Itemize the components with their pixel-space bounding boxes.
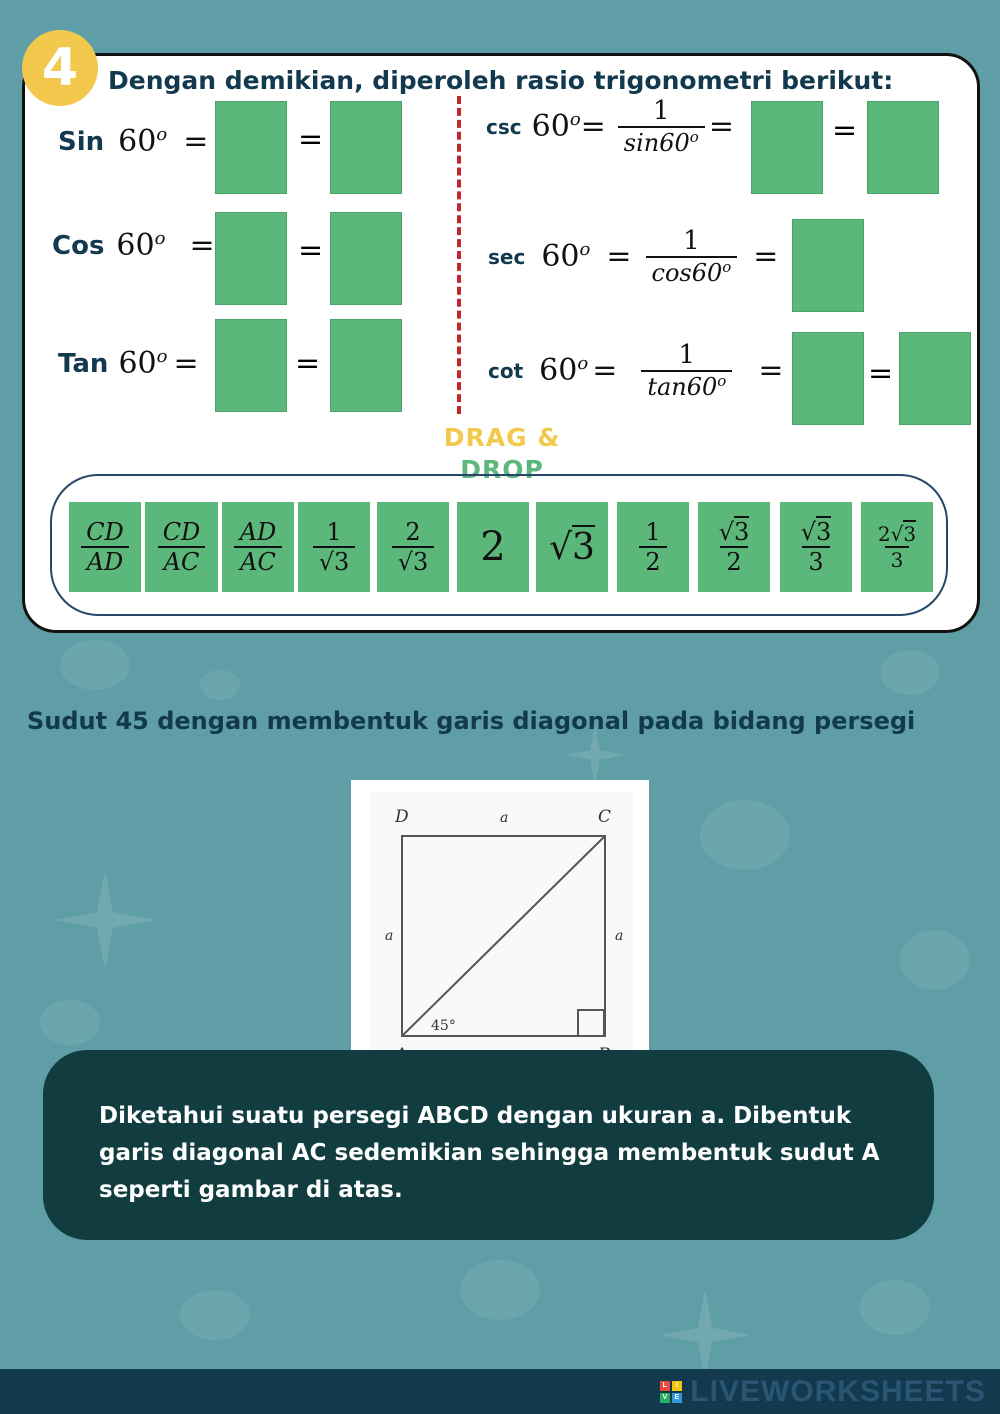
angle-value (118, 346, 167, 381)
equals-sign: = (868, 356, 894, 391)
tile-numerator: CD (162, 518, 201, 546)
csc-equation (486, 96, 734, 157)
function-label: Cos (52, 230, 105, 261)
answer-tile[interactable] (145, 502, 218, 592)
sqrt-radicand: 3 (903, 522, 917, 546)
angle-value (539, 353, 588, 388)
fraction-numerator: 1 (683, 226, 700, 256)
angle-value (116, 228, 165, 263)
sqrt-symbol: √ (549, 526, 573, 568)
angle-number: 60 (541, 239, 580, 274)
exercise-heading: Dengan demikian, diperoleh rasio trigonometri berikut: (108, 66, 894, 95)
equals-sign: = (832, 113, 858, 148)
brand-link[interactable] (660, 1375, 986, 1409)
background-blob (200, 670, 240, 700)
background-blob (900, 930, 970, 990)
angle-value (118, 124, 167, 159)
equals-sign: = (708, 109, 734, 144)
side-label-left: a (385, 928, 394, 944)
equals-sign: = (592, 353, 618, 388)
logo-letter: L (660, 1381, 670, 1391)
info-text: Diketahui suatu persegi ABCD dengan ukuran a. Dibentuk garis diagonal AC sedemikian sehingga membentuk sudut A seperti gambar di atas. (99, 1103, 880, 1203)
angle-value (532, 109, 581, 144)
angle-number: 60 (118, 124, 157, 159)
tile-numerator: CD (86, 518, 124, 546)
equals-sign: = (189, 228, 215, 263)
answer-tile[interactable] (298, 502, 370, 592)
function-label: Tan (58, 348, 109, 379)
tile-fraction (795, 518, 838, 576)
function-label: cot (488, 358, 524, 383)
logo-letter: I (672, 1381, 682, 1391)
footer-bar (0, 1369, 1000, 1414)
fraction-denominator (646, 256, 738, 287)
angle-value (541, 239, 590, 274)
denominator-text: sin60 (623, 129, 690, 157)
column-divider (457, 96, 461, 414)
equals-sign: = (173, 346, 199, 381)
degree-mark: o (156, 346, 168, 367)
function-label: sec (488, 244, 526, 269)
answer-drop-zone[interactable] (215, 319, 287, 412)
sqrt-symbol: √ (318, 548, 334, 576)
sparkle-icon (660, 1290, 750, 1380)
answer-drop-zone[interactable] (792, 332, 864, 425)
answer-tile[interactable] (617, 502, 689, 592)
cot-equation (488, 340, 783, 401)
answer-drop-zone[interactable] (215, 212, 287, 305)
sqrt-symbol: √ (397, 548, 413, 576)
degree-mark: o (717, 372, 727, 390)
tile-fraction (639, 518, 666, 576)
answer-drop-zone[interactable] (751, 101, 823, 194)
equals-sign: = (580, 109, 606, 144)
answer-drop-zone[interactable] (215, 101, 287, 194)
tile-denominator: 2 (639, 546, 666, 576)
tile-denominator (313, 546, 356, 576)
fraction (641, 340, 732, 401)
answer-tile[interactable] (222, 502, 294, 592)
tile-denominator: 2 (720, 546, 747, 576)
tile-fraction (234, 518, 283, 576)
fraction-numerator: 1 (653, 96, 670, 126)
fraction-denominator (618, 126, 705, 157)
fraction-numerator: 1 (678, 340, 696, 370)
answer-tile[interactable] (698, 502, 770, 592)
angle-number: 60 (531, 109, 570, 144)
side-label-top: a (500, 810, 509, 826)
coefficient: 2 (877, 522, 891, 546)
angle-label: 45° (431, 1018, 456, 1034)
answer-tile[interactable] (377, 502, 449, 592)
brand-logo-icon (660, 1381, 682, 1403)
logo-letter: E (672, 1393, 682, 1403)
degree-mark: o (722, 258, 732, 276)
answer-tile[interactable] (536, 502, 608, 592)
tile-denominator: AD (81, 546, 130, 576)
answer-drop-zone[interactable] (330, 101, 402, 194)
tile-numerator: 1 (645, 518, 661, 546)
denominator-text: cos60 (651, 259, 723, 287)
function-label: Sin (58, 126, 105, 157)
vertex-label-c: C (598, 807, 612, 827)
equals-sign: = (758, 353, 784, 388)
answer-tile[interactable] (861, 502, 933, 592)
tile-denominator: 3 (802, 546, 829, 576)
answer-drop-zone[interactable] (330, 319, 402, 412)
sparkle-icon (55, 870, 155, 970)
fraction (646, 226, 738, 287)
answer-drop-zone[interactable] (899, 332, 971, 425)
tile-denominator: AC (234, 546, 282, 576)
fraction-denominator (641, 370, 732, 401)
tile-fraction (80, 518, 130, 576)
denominator-text: tan60 (647, 373, 718, 401)
sqrt-radicand: 3 (413, 548, 429, 576)
answer-drop-zone[interactable] (330, 212, 402, 305)
tile-numerator (713, 518, 756, 546)
function-label: csc (486, 114, 522, 139)
tile-fraction (872, 522, 922, 572)
angle-number: 60 (116, 228, 155, 263)
tile-denominator: 3 (885, 546, 910, 572)
sqrt-radicand: 3 (572, 526, 595, 568)
angle-number: 60 (118, 346, 157, 381)
vertex-label-d: D (395, 807, 409, 827)
sqrt-radicand: 3 (816, 518, 832, 546)
tile-denominator (392, 546, 435, 576)
sqrt-symbol: √ (890, 522, 904, 546)
cos-equation (52, 228, 215, 263)
degree-mark: o (569, 109, 581, 130)
answer-tile[interactable] (780, 502, 852, 592)
tile-denominator: AC (158, 546, 206, 576)
tile-fraction (157, 518, 207, 576)
degree-mark: o (577, 353, 589, 374)
square-diagram (351, 780, 649, 1078)
background-blob (700, 800, 790, 870)
sqrt-radicand: 3 (734, 518, 750, 546)
tile-numerator (795, 518, 838, 546)
tile-numerator (872, 522, 922, 546)
degree-mark: o (154, 228, 166, 249)
logo-letter: V (660, 1393, 670, 1403)
fraction (618, 96, 705, 157)
diagram-background (371, 792, 633, 1072)
section-title: Sudut 45 dengan membentuk garis diagonal pada bidang persegi (27, 707, 916, 735)
tile-fraction (392, 518, 435, 576)
background-blob (460, 1260, 540, 1320)
tile-numerator: 2 (405, 518, 421, 546)
sqrt-radicand: 3 (334, 548, 350, 576)
tan-equation (58, 346, 199, 381)
equals-sign: = (606, 239, 632, 274)
tile-fraction (713, 518, 756, 576)
sqrt-symbol: √ (800, 518, 816, 546)
equals-sign: = (298, 233, 324, 268)
answer-tile[interactable] (457, 502, 529, 592)
tile-numerator: 1 (326, 518, 342, 546)
equals-sign: = (298, 122, 324, 157)
degree-mark: o (579, 239, 591, 260)
degree-mark: o (689, 128, 699, 146)
equals-sign: = (183, 124, 209, 159)
degree-mark: o (156, 124, 168, 145)
sec-equation (488, 226, 778, 287)
tile-value: 2 (480, 524, 506, 570)
tile-fraction (313, 518, 356, 576)
side-label-right: a (615, 928, 624, 944)
tile-sqrt (549, 527, 595, 568)
angle-number: 60 (539, 353, 578, 388)
answer-tile[interactable] (69, 502, 141, 592)
background-blob (180, 1290, 250, 1340)
background-blob (40, 1000, 100, 1045)
equals-sign: = (295, 346, 321, 381)
drag-drop-line1: DRAG & (443, 423, 561, 452)
sqrt-symbol: √ (718, 518, 734, 546)
background-blob (60, 640, 130, 690)
tile-numerator: AD (239, 518, 277, 546)
background-blob (880, 650, 940, 695)
equals-sign: = (753, 239, 779, 274)
square-diagram-svg (351, 780, 649, 1078)
answer-drop-zone[interactable] (867, 101, 939, 194)
step-badge: 4 (22, 30, 98, 106)
background-blob (860, 1280, 930, 1335)
brand-text: LIVEWORKSHEETS (690, 1375, 986, 1408)
drag-drop-line2: DROP (460, 455, 544, 484)
info-box (43, 1050, 934, 1240)
answer-drop-zone[interactable] (792, 219, 864, 312)
sin-equation (58, 124, 208, 159)
